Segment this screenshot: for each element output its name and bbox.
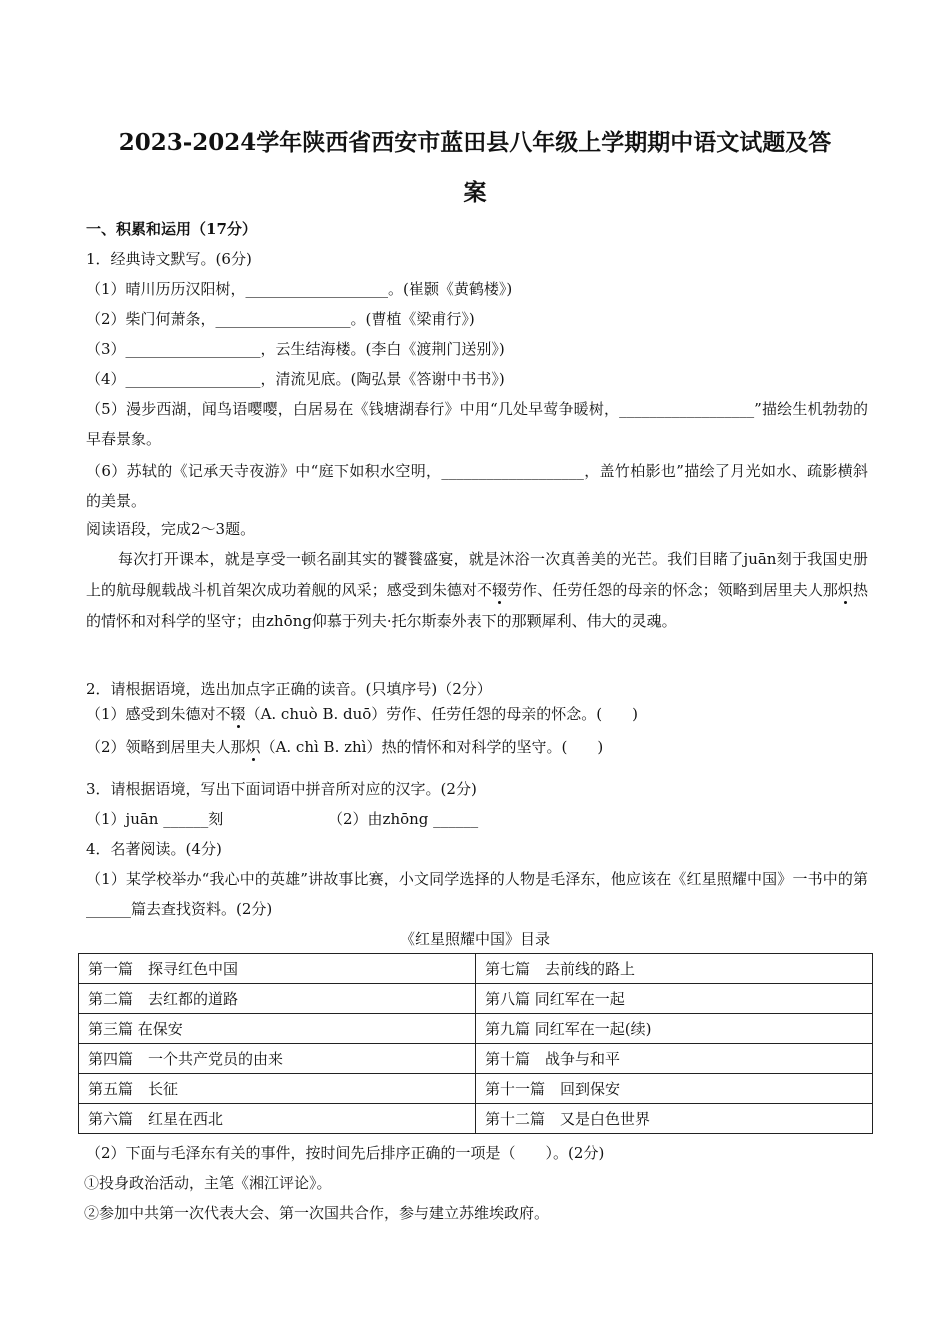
q2-item-2 xyxy=(86,737,603,757)
table-cell: 第七篇 去前线的路上 xyxy=(476,954,873,984)
section-heading: 一、积累和运用（17分） xyxy=(86,220,257,238)
q4-option-2: ②参加中共第一次代表大会、第一次国共合作，参与建立苏维埃政府。 xyxy=(84,1204,550,1222)
table-row xyxy=(79,1014,873,1044)
passage-part-3: 热的情怀和对科学的坚守；由zhōng仰慕于列夫·托尔斯泰外表下的那颗犀利、伟大的灵魂。 xyxy=(86,581,868,630)
q4-option-1: ①投身政治活动，主笔《湘江评论》。 xyxy=(84,1174,332,1192)
q2-emphasis-char-2: 炽 xyxy=(245,738,261,756)
title-line-1: 2023-2024学年陕西省西安市蓝田县八年级上学期期中语文试题及答 xyxy=(118,129,832,156)
q4-sub-2: （2）下面与毛泽东有关的事件，按时间先后排序正确的一项是（ ）。(2分) xyxy=(86,1144,605,1162)
table-row xyxy=(79,984,873,1014)
emphasis-char-chi: 炽 xyxy=(837,581,853,599)
table-cell: 第八篇 同红军在一起 xyxy=(476,984,873,1014)
table-row xyxy=(79,1074,873,1104)
q3-item-2: （2）由zhōng ______ xyxy=(328,810,479,828)
question-4-heading: 4．名著阅读。(4分) xyxy=(86,840,222,858)
q4-sub-1: （1）某学校举办“我心中的英雄”讲故事比赛，小文同学选择的人物是毛泽东，他应该在《红星照耀中国》一书中的第______篇去查找资料。(2分) xyxy=(86,870,868,918)
q1-item-5: （5）漫步西湖，闻鸟语嘤嘤，白居易在《钱塘湖春行》中用“几处早莺争暖树，__________________”描绘生机勃勃的早春景象。 xyxy=(86,400,868,448)
table-cell: 第六篇 红星在西北 xyxy=(79,1104,476,1134)
q2-item-2-pre: （2）领略到居里夫人那 xyxy=(86,738,246,756)
q3-item-1: （1）juān ______刻 xyxy=(86,810,224,828)
title-line-2: 案 xyxy=(463,179,487,206)
question-3-heading: 3．请根据语境，写出下面词语中拼音所对应的汉字。(2分) xyxy=(86,780,477,798)
table-caption: 《红星照耀中国》目录 xyxy=(399,930,550,948)
question-1-heading: 1．经典诗文默写。(6分) xyxy=(86,250,252,268)
q2-emphasis-char-1: 辍 xyxy=(230,705,246,723)
q2-item-1-post: （A. chuò B. duō）劳作、任劳任怨的母亲的怀念。( ) xyxy=(245,705,639,723)
table-row xyxy=(79,954,873,984)
passage-part-2: 劳作、任劳任怨的母亲的怀念；领略到居里夫人那 xyxy=(507,581,838,599)
emphasis-char-chuo: 辍 xyxy=(492,581,508,599)
table-row xyxy=(79,1044,873,1074)
reading-passage xyxy=(86,544,868,637)
contents-table xyxy=(78,953,873,1134)
table-cell: 第十一篇 回到保安 xyxy=(476,1074,873,1104)
table-cell: 第一篇 探寻红色中国 xyxy=(79,954,476,984)
q1-item-3: （3）__________________，云生结海楼。(李白《渡荆门送别》) xyxy=(86,340,505,358)
table-cell: 第五篇 长征 xyxy=(79,1074,476,1104)
q1-item-6: （6）苏轼的《记承天寺夜游》中“庭下如积水空明，___________________，盖竹柏影也”描绘了月光如水、疏影横斜的美景。 xyxy=(86,462,868,510)
table-row xyxy=(79,1104,873,1134)
q2-item-1-pre: （1）感受到朱德对不 xyxy=(86,705,231,723)
q2-item-1 xyxy=(86,704,638,724)
q1-item-1: （1）晴川历历汉阳树，___________________。(崔颢《黄鹤楼》) xyxy=(86,280,513,298)
table-cell: 第二篇 去红都的道路 xyxy=(79,984,476,1014)
table-cell: 第九篇 同红军在一起(续) xyxy=(476,1014,873,1044)
question-2-heading: 2．请根据语境，选出加点字正确的读音。(只填序号)（2分） xyxy=(86,680,492,698)
reading-instruction: 阅读语段，完成2～3题。 xyxy=(86,520,256,538)
page-title xyxy=(70,118,880,218)
table-cell: 第十二篇 又是白色世界 xyxy=(476,1104,873,1134)
table-cell: 第十篇 战争与和平 xyxy=(476,1044,873,1074)
table-cell: 第四篇 一个共产党员的由来 xyxy=(79,1044,476,1074)
table-cell: 第三篇 在保安 xyxy=(79,1014,476,1044)
passage-part-1: 每次打开课本，就是享受一顿名副其实的饕餮盛宴，就是沐浴一次真善美的光芒。我们目睹了juān刻于我国史册上的航母舰载战斗机首架次成功着舰的风采；感受到朱德对不 xyxy=(86,550,868,599)
q1-item-2: （2）柴门何萧条，__________________。(曹植《梁甫行》) xyxy=(86,310,475,328)
q2-item-2-post: （A. chì B. zhì）热的情怀和对科学的坚守。( ) xyxy=(260,738,604,756)
q1-item-4: （4）__________________，清流见底。(陶弘景《答谢中书书》) xyxy=(86,370,505,388)
